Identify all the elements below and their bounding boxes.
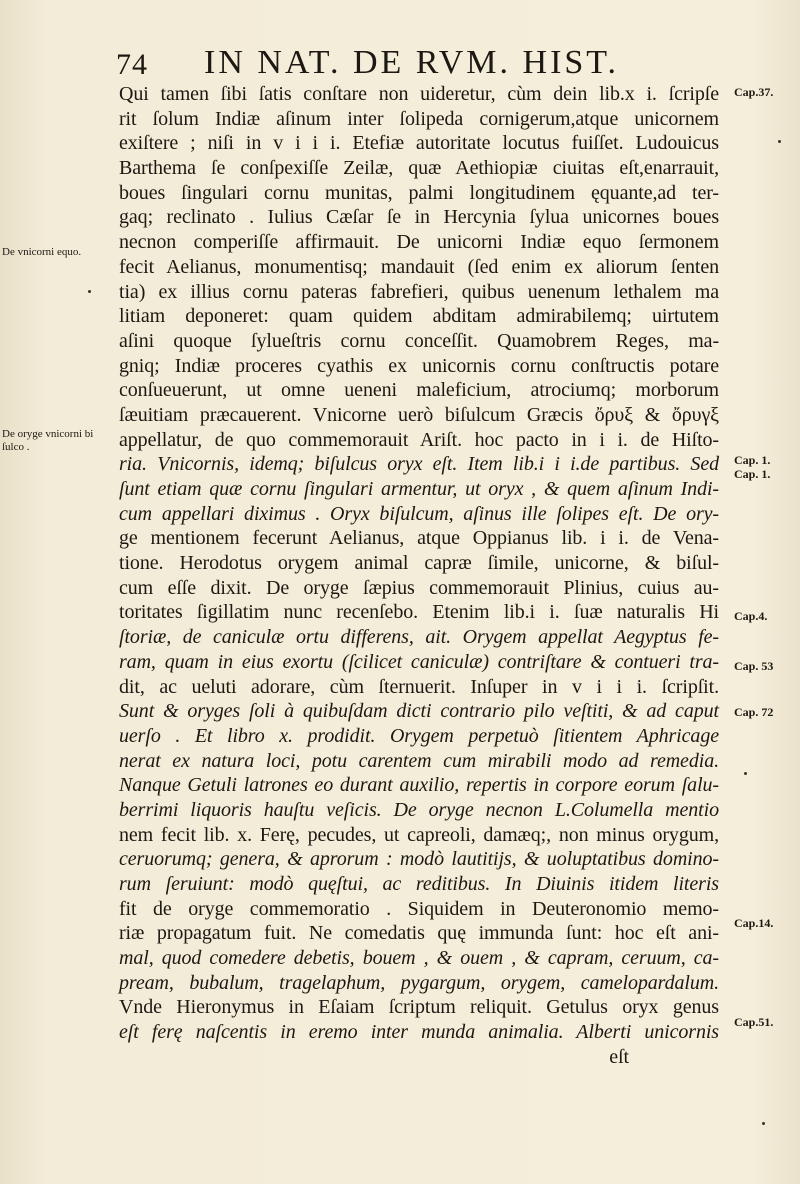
- text-line: berrimi liquoris hauſtu veſicis. De oryge necnon L.Columella mentio: [119, 798, 719, 821]
- ink-speck: [762, 1122, 765, 1125]
- margin-ref-cap: Cap.37.: [734, 85, 774, 99]
- text-line: ria. Vnicornis, idemq; biſulcus oryx eſt. Item lib.i i i.de partibus. Sed: [119, 453, 719, 476]
- ink-speck: [88, 290, 91, 293]
- text-line: fecit Aelianus, monumentisq; mandauit (ſed enim ex aliorum ſenten: [119, 255, 719, 278]
- text-line: Sunt & oryges ſoli à quibuſdam dicti contrario pilo veſtiti, & ad caput: [119, 700, 719, 723]
- text-line: necnon comperiſſe affirmauit. De unicorni Indiæ equo ſermonem: [119, 231, 719, 254]
- text-line: boues ſingulari cornu munitas, palmi longitudinem ęquante,ad ter-: [119, 181, 719, 204]
- text-line: cum eſſe dixit. De oryge ſæpius commemorauit Plinius, cuius au-: [119, 576, 719, 599]
- text-line: uerſo . Et libro x. prodidit. Orygem perpetuò ſitientem Aphricage: [119, 724, 719, 747]
- text-line: ceruorumq; genera, & aprorum : modò lautitijs, & uoluptatibus domino-: [119, 848, 719, 871]
- margin-ref-cap: Cap.4.: [734, 609, 768, 623]
- body-text: [119, 82, 719, 1070]
- text-line: dit, ac ueluti adorare, cùm ſternuerit. Inſuper in v i i i. ſcripſit.: [119, 675, 719, 698]
- text-line: nerat ex natura loci, potu carentem cum mirabili modo ad remedia.: [119, 749, 719, 772]
- text-line: ram, quam in eius exortu (ſcilicet caniculæ) contriſtare & contueri tra-: [119, 650, 719, 673]
- ink-speck: [744, 772, 747, 775]
- text-line: cum appellari diximus . Oryx biſulcum, aſinus ille ſolipes eſt. De ory-: [119, 502, 719, 525]
- running-head: IN NAT. DE RVM. HIST.: [204, 44, 620, 81]
- text-line: aſini quoque ſylueſtris cornu conceſſit. Quamobrem Reges, ma-: [119, 329, 719, 352]
- text-line: pream, bubalum, tragelaphum, pygargum, orygem, camelopardalum.: [119, 971, 719, 994]
- text-line: ſunt etiam quæ cornu ſingulari armentur, ut oryx , & quem aſinum Indi-: [119, 478, 719, 500]
- catchword: eſt: [609, 1045, 629, 1068]
- text-line: Vnde Hieronymus in Eſaiam ſcriptum reliquit. Getulus oryx genus: [119, 996, 719, 1019]
- text-line: nem fecit lib. x. Ferę, pecudes, ut capreoli, damæq;, non minus orygum,: [119, 823, 719, 846]
- margin-ref-cap: Cap. 53: [734, 659, 774, 673]
- margin-note-oryx: De oryge vnicorni bi ſulco .: [2, 428, 94, 453]
- page-header: [116, 40, 706, 80]
- text-line: fit de oryge commemoratio . Siquidem in Deuteronomio memo-: [119, 897, 719, 920]
- margin-note-unicorn-horse: De vnicorni equo.: [2, 246, 82, 258]
- text-line: ſæuitiam præcauerent. Vnicorne uerò biſulcum Græcis ὄρυξ & ὄρυγξ: [119, 403, 719, 426]
- text-line: Barthema ſe conſpexiſſe Zeilæ, quæ Aethiopiæ ciuitas eſt,enarrauit,: [119, 157, 719, 180]
- ink-speck: [778, 140, 781, 143]
- margin-ref-cap: Cap. 1.: [734, 467, 771, 481]
- text-line: ſtoriæ, de caniculæ ortu differens, ait. Orygem appellat Aegyptus fe-: [119, 626, 719, 649]
- text-line: tione. Herodotus orygem animal capræ ſimile, unicorne, & biſul-: [119, 552, 719, 575]
- text-line: exiſtere ; niſi in v i i i. Etefiæ autoritate locutus fuiſſet. Ludouicus: [119, 132, 719, 155]
- text-line: litiam deponeret: quam quidem abditam admirabilemq; uirtutem: [119, 305, 719, 328]
- text-line: gaq; reclinato . Iulius Cæſar ſe in Hercynia ſylua unicornes boues: [119, 206, 719, 229]
- page-number: 74: [116, 48, 148, 81]
- text-line: eſt ferę naſcentis in eremo inter munda animalia. Alberti unicornis: [119, 1021, 719, 1044]
- text-line: conſueuerunt, ut omne ueneni maleficium, atrociumq; morborum: [119, 379, 719, 402]
- text-line: Nanque Getuli latrones eo durant auxilio, repertis in corpore eorum ſalu-: [119, 774, 719, 797]
- text-line: appellatur, de quo commemorauit Ariſt. hoc pacto in i i. de Hiſto-: [119, 428, 719, 451]
- text-line: toritates ſigillatim nunc recenſebo. Etenim lib.i i. ſuæ naturalis Hi: [119, 601, 719, 624]
- text-line: ge mentionem fecerunt Aelianus, atque Oppianus lib. i i. de Vena-: [119, 527, 719, 550]
- text-line: mal, quod comedere debetis, bouem , & ouem , & capram, ceruum, ca-: [119, 947, 719, 970]
- margin-ref-cap: Cap. 1.: [734, 453, 771, 467]
- text-line: rum ſeruiunt: modò quęſtui, ac reditibus. In Diuinis itidem literis: [119, 873, 719, 895]
- text-line: gniq; Indiæ proceres cyathis ex unicornis cornu conſtructis potare: [119, 354, 719, 377]
- text-line: riæ propagatum fuit. Ne comedatis quę immunda ſunt: hoc eſt ani-: [119, 922, 719, 945]
- text-line: Qui tamen ſibi ſatis conſtare non uideretur, cùm dein lib.x i. ſcripſe: [119, 83, 719, 105]
- margin-ref-cap: Cap.51.: [734, 1015, 774, 1029]
- margin-ref-cap: Cap. 72: [734, 705, 774, 719]
- text-line: tia) ex illius cornu pateras fabrefieri, quibus uenenum lethalem ma: [119, 280, 719, 303]
- margin-ref-cap: Cap.14.: [734, 916, 774, 930]
- text-line: rit ſolum Indiæ aſinum inter ſolipeda cornigerum,atque unicornem: [119, 107, 719, 130]
